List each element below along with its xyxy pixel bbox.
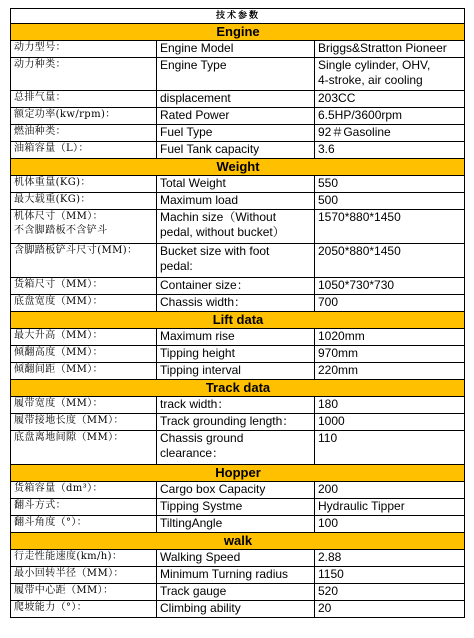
spec-label-cn: 履带宽度（MM）： xyxy=(11,397,157,414)
spec-value: Briggs&Stratton Pioneer xyxy=(315,41,465,58)
spec-label-en: Maximum rise xyxy=(157,329,315,346)
spec-label-cn: 动力种类： xyxy=(11,58,157,91)
spec-value: 1020mm xyxy=(315,329,465,346)
spec-label-cn: 最大升高（MM）： xyxy=(11,329,157,346)
spec-row xyxy=(11,58,465,91)
spec-label-cn: 行走性能速度(km/h)： xyxy=(11,550,157,567)
spec-label-cn: 货箱容量（dm³）： xyxy=(11,482,157,499)
spec-row xyxy=(11,176,465,193)
spec-label-cn: 机体重量(KG)： xyxy=(11,176,157,193)
spec-value: 1000 xyxy=(315,414,465,431)
spec-table xyxy=(10,8,465,618)
spec-row xyxy=(11,278,465,295)
section-header: Weight xyxy=(11,159,465,176)
spec-value: 20 xyxy=(315,601,465,618)
spec-row xyxy=(11,601,465,618)
spec-label-en: Cargo box Capacity xyxy=(157,482,315,499)
spec-row xyxy=(11,363,465,380)
spec-value: 1150 xyxy=(315,567,465,584)
spec-value: Single cylinder, OHV, 4-stroke, air cooling xyxy=(315,58,465,91)
spec-row xyxy=(11,125,465,142)
spec-label-cn: 燃油种类： xyxy=(11,125,157,142)
spec-label-cn: 履带接地长度（MM）： xyxy=(11,414,157,431)
section-header-row xyxy=(11,533,465,550)
spec-label-cn: 翻斗角度（°）： xyxy=(11,516,157,533)
spec-row xyxy=(11,108,465,125)
spec-label-cn: 底盘宽度（MM）： xyxy=(11,295,157,312)
spec-label-cn: 倾翻间距（MM）： xyxy=(11,363,157,380)
document-title-row xyxy=(11,9,465,24)
spec-label-cn: 倾翻高度（MM）： xyxy=(11,346,157,363)
spec-label-en: Rated Power xyxy=(157,108,315,125)
spec-label-cn: 底盘离地间隙（MM）： xyxy=(11,431,157,465)
spec-row xyxy=(11,482,465,499)
spec-row xyxy=(11,550,465,567)
spec-row xyxy=(11,584,465,601)
spec-value: Hydraulic Tipper xyxy=(315,499,465,516)
spec-label-en: displacement xyxy=(157,91,315,108)
spec-label-cn: 机体尺寸（MM）： 不含脚踏板不含铲斗 xyxy=(11,210,157,244)
section-header: Track data xyxy=(11,380,465,397)
spec-row xyxy=(11,397,465,414)
spec-label-en: Fuel Tank capacity xyxy=(157,142,315,159)
spec-value: 200 xyxy=(315,482,465,499)
spec-value: 180 xyxy=(315,397,465,414)
spec-row xyxy=(11,244,465,278)
spec-label-en: Tipping height xyxy=(157,346,315,363)
spec-row xyxy=(11,414,465,431)
spec-value: 1570*880*1450 xyxy=(315,210,465,244)
spec-value: 700 xyxy=(315,295,465,312)
spec-row xyxy=(11,210,465,244)
spec-label-cn: 最小回转半径（MM）： xyxy=(11,567,157,584)
spec-table-body xyxy=(11,9,465,618)
section-header-row xyxy=(11,465,465,482)
spec-value: 100 xyxy=(315,516,465,533)
spec-value: 500 xyxy=(315,193,465,210)
spec-label-en: Walking Speed xyxy=(157,550,315,567)
spec-row xyxy=(11,346,465,363)
section-header: Hopper xyxy=(11,465,465,482)
spec-label-en: Tipping interval xyxy=(157,363,315,380)
section-header-row xyxy=(11,380,465,397)
spec-label-en: Climbing ability xyxy=(157,601,315,618)
spec-row xyxy=(11,329,465,346)
spec-label-en: Machin size（Without pedal, without bucket） xyxy=(157,210,315,244)
spec-value: 92＃Gasoline xyxy=(315,125,465,142)
spec-value: 1050*730*730 xyxy=(315,278,465,295)
section-header: Lift data xyxy=(11,312,465,329)
spec-label-cn: 爬坡能力（°）： xyxy=(11,601,157,618)
spec-value: 970mm xyxy=(315,346,465,363)
spec-value: 3.6 xyxy=(315,142,465,159)
spec-label-cn: 含脚踏板铲斗尺寸(MM)： xyxy=(11,244,157,278)
spec-label-en: Tipping Systme xyxy=(157,499,315,516)
spec-value: 520 xyxy=(315,584,465,601)
spec-label-en: Track grounding length： xyxy=(157,414,315,431)
spec-label-cn: 翻斗方式： xyxy=(11,499,157,516)
spec-value: 2050*880*1450 xyxy=(315,244,465,278)
spec-label-en: track width： xyxy=(157,397,315,414)
section-header-row xyxy=(11,312,465,329)
spec-label-en: Bucket size with foot pedal: xyxy=(157,244,315,278)
spec-value: 550 xyxy=(315,176,465,193)
spec-label-cn: 动力型号： xyxy=(11,41,157,58)
spec-value: 2.88 xyxy=(315,550,465,567)
spec-label-cn: 油箱容量（L）： xyxy=(11,142,157,159)
spec-value: 220mm xyxy=(315,363,465,380)
spec-row xyxy=(11,193,465,210)
spec-label-cn: 货箱尺寸（MM）： xyxy=(11,278,157,295)
spec-label-cn: 最大载重(KG)： xyxy=(11,193,157,210)
spec-row xyxy=(11,142,465,159)
spec-label-en: Chassis ground clearance： xyxy=(157,431,315,465)
section-header-row xyxy=(11,159,465,176)
spec-label-en: Total Weight xyxy=(157,176,315,193)
spec-label-en: Container size： xyxy=(157,278,315,295)
spec-label-en: TiltingAngle xyxy=(157,516,315,533)
spec-value: 203CC xyxy=(315,91,465,108)
spec-label-en: Maximum load xyxy=(157,193,315,210)
spec-row xyxy=(11,499,465,516)
document-title: 技术参数 xyxy=(11,9,465,24)
spec-label-cn: 履带中心距（MM）： xyxy=(11,584,157,601)
spec-row xyxy=(11,431,465,465)
spec-label-en: Fuel Type xyxy=(157,125,315,142)
spec-label-en: Engine Type xyxy=(157,58,315,91)
spec-label-en: Chassis width： xyxy=(157,295,315,312)
spec-row xyxy=(11,516,465,533)
section-header-row xyxy=(11,24,465,41)
spec-label-en: Engine Model xyxy=(157,41,315,58)
spec-label-en: Minimum Turning radius xyxy=(157,567,315,584)
spec-value: 110 xyxy=(315,431,465,465)
spec-row xyxy=(11,41,465,58)
section-header: Engine xyxy=(11,24,465,41)
section-header: walk xyxy=(11,533,465,550)
spec-row xyxy=(11,91,465,108)
spec-label-en: Track gauge xyxy=(157,584,315,601)
spec-label-cn: 总排气量： xyxy=(11,91,157,108)
spec-value: 6.5HP/3600rpm xyxy=(315,108,465,125)
spec-row xyxy=(11,567,465,584)
spec-label-cn: 额定功率(kw/rpm)： xyxy=(11,108,157,125)
spec-row xyxy=(11,295,465,312)
